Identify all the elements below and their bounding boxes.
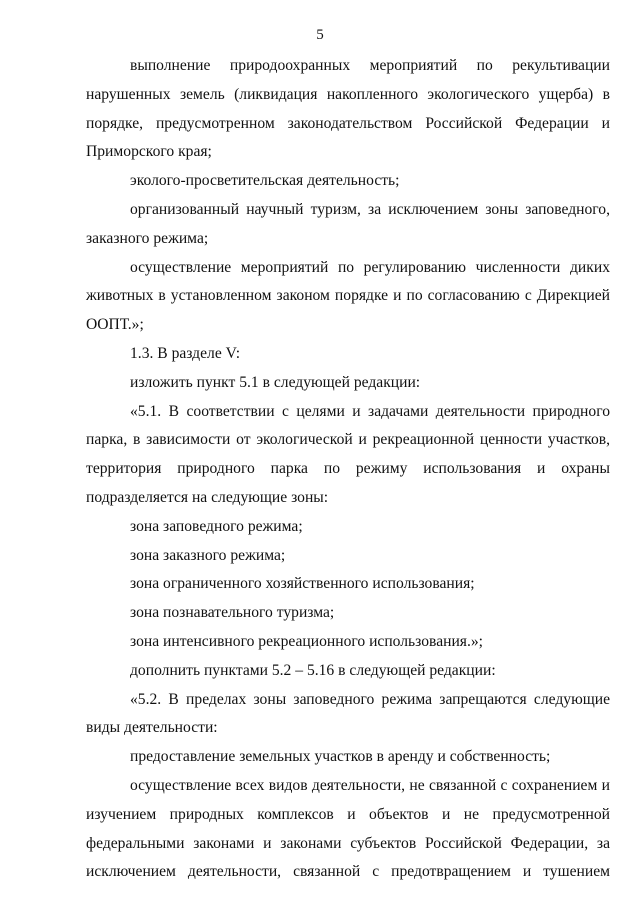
list-item: зона заповедного режима; xyxy=(130,517,303,535)
paragraph: организованный научный туризм, за исключением зоны заповедного, заказного режима; xyxy=(86,200,610,247)
paragraph: «5.1. В соответствии с целями и задачами деятельности природного парка, в зависимости от экологической и рекреационной ценности участков, территория природного парка по режиму использования и охраны подразделяется на следующие зоны: xyxy=(86,402,610,506)
paragraph: предоставление земельных участков в аренду и собственность; xyxy=(130,748,551,766)
paragraph: дополнить пунктами 5.2 – 5.16 в следующей редакции: xyxy=(130,661,496,679)
page-number: 5 xyxy=(316,27,324,43)
paragraph: осуществление мероприятий по регулированию численности диких животных в установленном законом порядке и по согласованию с Дирекцией ООПТ.»; xyxy=(86,258,610,334)
list-item: зона ограниченного хозяйственного использования; xyxy=(130,575,475,593)
paragraph: эколого-просветительская деятельность; xyxy=(130,172,400,190)
list-item: зона познавательного туризма; xyxy=(130,604,335,622)
paragraph: «5.2. В пределах зоны заповедного режима запрещаются следующие виды деятельности: xyxy=(86,690,610,737)
list-item: зона интенсивного рекреационного использования.»; xyxy=(130,632,484,650)
paragraph-continued: осуществление всех видов деятельности, не связанной с сохранением и изучением природных комплексов и объектов и не предусмотренной федеральными законами и законами субъектов Российской Федерации, за исключением деятельности, связанной с предотвращением и тушением xyxy=(86,776,610,881)
paragraph: выполнение природоохранных мероприятий по рекультивации нарушенных земель (ликвидация накопленного экологического ущерба) в порядке, предусмотренном законодательством Российской Федерации и Приморского края; xyxy=(86,57,610,161)
list-item: зона заказного режима; xyxy=(130,546,286,564)
document-body xyxy=(86,52,610,887)
paragraph: изложить пункт 5.1 в следующей редакции: xyxy=(130,373,421,391)
paragraph: 1.3. В разделе V: xyxy=(130,344,241,362)
